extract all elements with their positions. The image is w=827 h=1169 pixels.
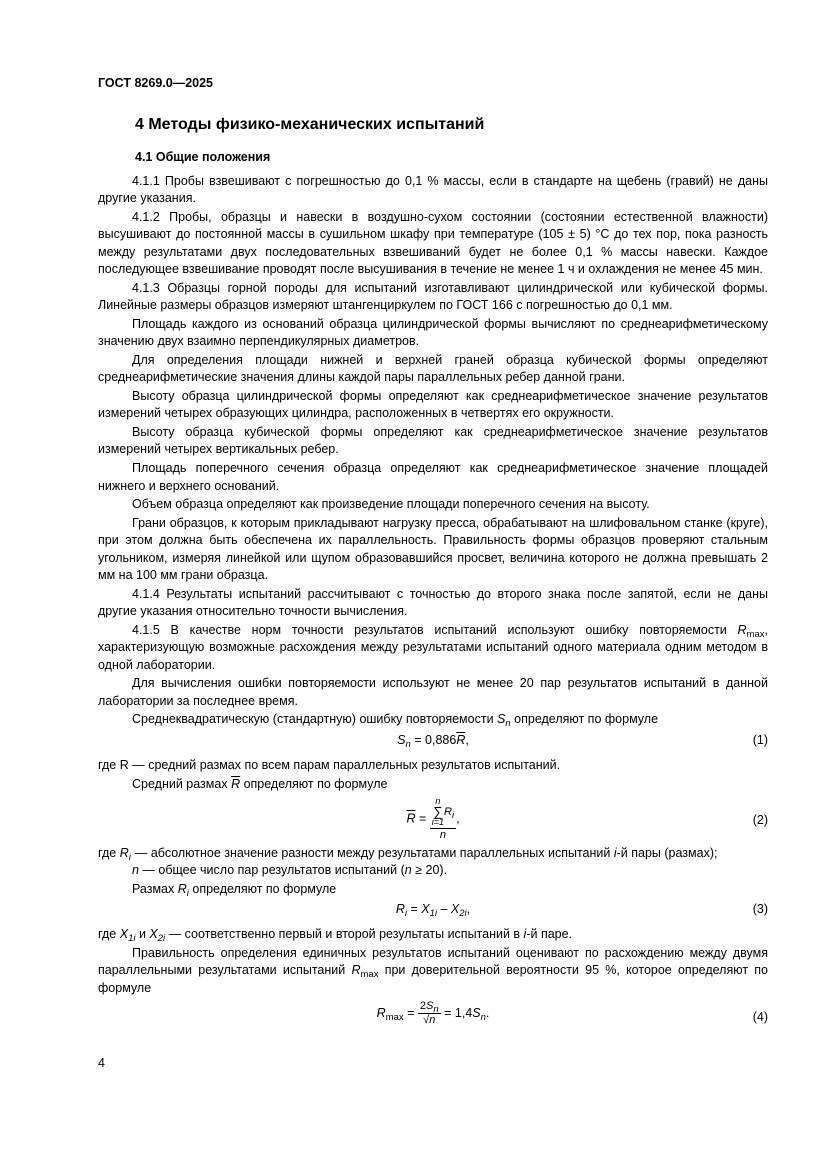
document-header: ГОСТ 8269.0—2025 bbox=[98, 76, 214, 90]
equation-number-2: (2) bbox=[752, 812, 768, 827]
rmax-fraction: $\frac{2S_n}{√n}$ bbox=[419, 999, 439, 1026]
equation-2: $\overline{R}$ = n ∑ i=1 $R_i$ n , (2) bbox=[406, 795, 768, 841]
document-body bbox=[98, 173, 768, 1039]
paragraph-cross-section: Площадь поперечного сечения образца определяют как среднеарифметическое значение площадей нижнего и верхнего оснований. bbox=[98, 461, 768, 493]
paragraph-pairs: Для вычисления ошибки повторяемости используют не менее 20 пар результатов испытаний в данной лаборатории за последнее время. bbox=[98, 676, 768, 708]
paragraph-4-1-3: 4.1.3 Образцы горной породы для испытаний изготавливают цилиндрической или кубической формы. Линейные размеры образцов измеряют штангенциркулем по ГОСТ 166 с погрешностью до 0,1 мм. bbox=[98, 280, 768, 313]
paragraph-cube-area: Для определения площади нижней и верхней граней образца кубической формы определяют среднеарифметические значения длины каждой пары параллельных ребер данной грани. bbox=[98, 352, 768, 385]
paragraph-4-1-1: 4.1.1 Пробы взвешивают с погрешностью до 0,1 % массы, если в стандарте на щебень (гравий) не даны другие указания. bbox=[98, 174, 768, 206]
equation-3: $R_i = X_{1i} - X_{2i}$, (3) bbox=[395, 902, 768, 920]
paragraph-ri-intro: Размах $R_i$ определяют по формуле bbox=[132, 881, 337, 899]
paragraph-volume: Объем образца определяют как произведение площади поперечного сечения на высоту. bbox=[132, 497, 650, 512]
equation-4: $R_{max}$ = $\frac{2S_n}{√n}$ = $1,4S_n$. (4) bbox=[376, 999, 768, 1026]
equation-number-3: (3) bbox=[752, 902, 768, 917]
paragraph-r-mean-intro: Средний размах $\overline{R}$ определяют по формуле bbox=[132, 776, 388, 791]
sum-fraction: n ∑ i=1 $R_i$ n bbox=[431, 795, 455, 841]
paragraph-rmax-intro: Правильность определения единичных результатов испытаний оценивают по расхождению между двумя параллельными результатами испытаний $R_{max}$ при доверительной вероятности 95 %, которое определяют по формуле bbox=[98, 945, 768, 995]
equation-number-4: (4) bbox=[752, 1009, 768, 1024]
paragraph-cylinder-height: Высоту образца цилиндрической формы определяют как среднеарифметическое значение результатов измерений четырех образующих цилиндра, расположенных в четвертях его окружности. bbox=[98, 389, 768, 421]
where-ri: где $R_i$ — абсолютное значение разности между результатами параллельных испытаний i-й пары (размах); bbox=[98, 845, 718, 863]
paragraph-cube-height: Высоту образца кубической формы определяют как среднеарифметическое значение результатов измерений четырех вертикальных ребер. bbox=[98, 425, 768, 457]
where-r-mean: где R — средний размах по всем парам параллельных результатов испытаний. bbox=[98, 757, 561, 772]
section-title: 4 Методы физико-механических испытаний bbox=[135, 116, 485, 133]
paragraph-faces: Грани образцов, к которым прикладывают нагрузку пресса, обрабатывают на шлифовальном станке (круге), при этом должна быть обеспечена их параллельность. Правильность формы образцов проверяют стальным угольником, измеряя линейкой или щупом образовавшийся просвет, величина которого не должна превышать 2 мм на 100 мм грани образца. bbox=[98, 516, 768, 583]
where-x: где $X_{1i}$ и $X_{2i}$ — соответственно первый и второй результаты испытаний в i-й паре. bbox=[98, 927, 573, 945]
page-number: 4 bbox=[98, 1056, 105, 1070]
paragraph-4-1-5: 4.1.5 В качестве норм точности результатов испытаний используют ошибку повторяемости $R_{max}$, характеризующую возможные расхождения между результатами испытаний одного материала одним методом в одной лаборатории. bbox=[98, 622, 768, 672]
paragraph-cylinder-area: Площадь каждого из оснований образца цилиндрической формы вычисляют по среднеарифметическому значению двух взаимно перпендикулярных диаметров. bbox=[98, 316, 768, 349]
equation-1: $S_n = 0,886\overline{R}$, (1) bbox=[397, 732, 768, 750]
subsection-title: 4.1 Общие положения bbox=[135, 150, 271, 164]
paragraph-sn-intro: Среднеквадратическую (стандартную) ошибку повторяемости $S_n$ определяют по формуле bbox=[132, 712, 659, 730]
where-n: n — общее число пар результатов испытаний (n ≥ 20). bbox=[132, 863, 448, 878]
equation-number-1: (1) bbox=[752, 732, 768, 747]
paragraph-4-1-4: 4.1.4 Результаты испытаний рассчитывают с точностью до второго знака после запятой, если не даны другие указания относительно точности вычисления. bbox=[98, 586, 768, 619]
paragraph-4-1-2: 4.1.2 Пробы, образцы и навески в воздушно-сухом состоянии (состоянии естественной влажности) высушивают до постоянной массы в сушильном шкафу при температуре (105 ± 5) °С до тех пор, пока разность между результатами двух последовательных взвешиваний будет не более 0,1 % массы навески. Каждое последующее взвешивание проводят после высушивания в течение не менее 1 ч и охлаждения не менее 45 мин. bbox=[98, 210, 768, 276]
